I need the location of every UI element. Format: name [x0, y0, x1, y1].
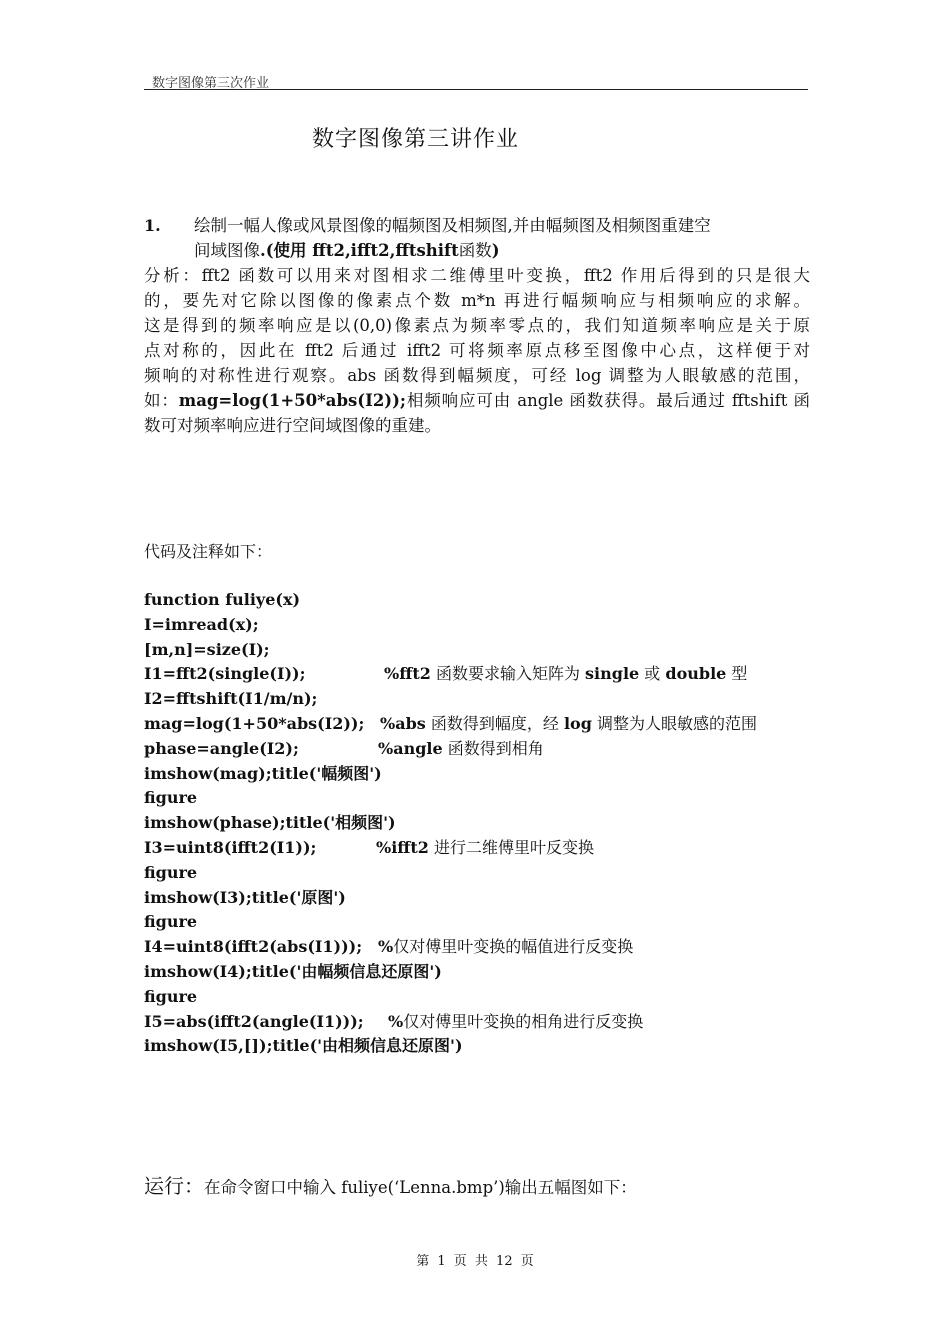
code-line [144, 811, 824, 836]
header-rule [144, 89, 808, 90]
code-statement: I4=uint8(ifft2(abs(I1))); [144, 937, 363, 957]
code-line [144, 836, 824, 861]
code-line [144, 737, 824, 762]
run-label: 运行： [144, 1174, 204, 1198]
code-comment [380, 712, 757, 737]
code-line [144, 910, 824, 935]
code-line [144, 861, 824, 886]
code-comment-fragment: 函数得到幅度，经 [425, 713, 564, 733]
analysis-line-6-pre: 如： [144, 391, 179, 410]
code-comment [378, 935, 633, 960]
code-comment-fragment: 或 [639, 664, 666, 684]
analysis-line-7: 数可对频率响应进行空间域图像的重建。 [144, 416, 441, 435]
question-line-2-bold: .(使用 fft2,ifft2,fftshift [260, 241, 459, 260]
code-comment-fragment: 型 [726, 664, 748, 684]
code-comment-keyword: %abs [380, 713, 426, 733]
code-comment-text [403, 1012, 643, 1031]
analysis-line-5: 频响的对称性进行观察。abs 函数得到幅频度，可经 log 调整为人眼敏感的范围， [144, 366, 810, 385]
code-line [144, 935, 824, 960]
code-line [144, 613, 824, 638]
code-statement: I2=fftshift(I1/m/n); [144, 689, 318, 709]
question-line-2-close: ) [491, 241, 500, 260]
analysis-line-1: 分析：fft2 函数可以用来对图相求二维傅里叶变换，fft2 作用后得到的只是很大 [144, 266, 810, 285]
code-line [144, 588, 824, 613]
page-header: 数字图像第三次作业 [152, 76, 270, 91]
code-line [144, 762, 824, 787]
code-line [144, 687, 824, 712]
run-instruction [144, 1170, 637, 1199]
code-comment-text [429, 838, 594, 857]
code-comment-text [393, 937, 633, 956]
code-comment-fragment: double [665, 664, 727, 684]
code-comment-fragment: 仅对傅里叶变换的幅值进行反变换 [393, 937, 634, 957]
code-statement: figure [144, 862, 198, 882]
code-comment-fragment: 进行二维傅里叶反变换 [428, 837, 595, 857]
document-title: 数字图像第三讲作业 [312, 127, 520, 152]
question-line-2-post: 函数 [458, 241, 492, 260]
code-statement: imshow(I5,[]);title('由相频信息还原图') [144, 1036, 463, 1056]
code-line [144, 786, 824, 811]
analysis-line-6-bold: mag=log(1+50*abs(I2)); [178, 391, 407, 410]
code-comment-keyword: % [388, 1011, 404, 1031]
code-statement: I=imread(x); [144, 614, 259, 634]
code-statement: figure [144, 986, 198, 1006]
code-comment-fragment: 调整为人眼敏感的范围 [591, 713, 757, 733]
code-statement: figure [144, 788, 198, 808]
analysis-line-3: 这是得到的频率响应是以(0,0)像素点为频率零点的，我们知道频率响应是关于原 [144, 316, 810, 335]
code-statement: phase=angle(I2); [144, 738, 299, 758]
code-line [144, 1034, 824, 1059]
code-line [144, 886, 824, 911]
code-statement: imshow(I4);title('由幅频信息还原图') [144, 961, 442, 981]
code-comment-fragment: single [585, 664, 640, 684]
code-line [144, 1010, 824, 1035]
question-number: 1. [144, 216, 161, 235]
question-line-1: 绘制一幅人像或风景图像的幅频图及相频图,并由幅频图及相频图重建空 [194, 216, 711, 235]
code-line [144, 960, 824, 985]
code-comment-keyword: % [378, 937, 394, 957]
code-statement: I5=abs(ifft2(angle(I1))); [144, 1011, 364, 1031]
code-statement: imshow(mag);title('幅频图') [144, 763, 382, 783]
code-line [144, 662, 824, 687]
code-comment-text [426, 714, 757, 733]
code-comment [388, 1010, 643, 1035]
code-comment-keyword: %ifft2 [376, 837, 429, 857]
code-comment [384, 662, 747, 687]
code-comment-keyword: %fft2 [384, 664, 431, 684]
code-comment [378, 737, 544, 762]
code-line [144, 712, 824, 737]
code-comment-keyword: %angle [378, 738, 443, 758]
code-comment-fragment: 仅对傅里叶变换的相角进行反变换 [403, 1011, 644, 1031]
page-footer: 第 1 页 共 12 页 [416, 1254, 534, 1269]
analysis-line-2: 的，要先对它除以图像的像素点个数 m*n 再进行幅频响应与相频响应的求解。 [144, 291, 810, 310]
code-intro: 代码及注释如下： [144, 542, 273, 561]
code-block [144, 588, 824, 1059]
analysis-line-6-post: 相频响应可由 angle 函数获得。最后通过 fftshift 函 [406, 391, 810, 410]
question-line-2-pre: 间域图像 [194, 241, 260, 260]
code-comment-fragment: 函数得到相角 [442, 738, 544, 758]
code-statement: I3=uint8(ifft2(I1)); [144, 837, 317, 857]
run-text: 在命令窗口中输入 fuliye(‘Lenna.bmp’)输出五幅图如下： [204, 1178, 637, 1197]
code-statement: figure [144, 912, 198, 932]
analysis-line-6 [144, 388, 810, 413]
analysis-paragraph [144, 263, 810, 438]
code-comment-text [443, 739, 544, 758]
question-line-2 [194, 238, 810, 263]
code-statement: function fuliye(x) [144, 590, 301, 609]
analysis-line-4: 点对称的，因此在 fft2 后通过 ifft2 可将频率原点移至图像中心点，这样便于对 [144, 341, 810, 360]
code-comment-fragment: 函数要求输入矩阵为 [430, 664, 586, 684]
code-statement: I1=fft2(single(I)); [144, 664, 306, 684]
code-comment-fragment: log [563, 713, 592, 733]
question-text [194, 213, 810, 263]
code-line [144, 638, 824, 663]
code-statement: [m,n]=size(I); [144, 639, 270, 659]
code-line [144, 985, 824, 1010]
code-statement: mag=log(1+50*abs(I2)); [144, 713, 365, 733]
code-statement: imshow(phase);title('相频图') [144, 813, 396, 833]
code-comment-text [431, 664, 748, 683]
code-statement: imshow(I3);title('原图') [144, 887, 346, 907]
code-comment [376, 836, 594, 861]
